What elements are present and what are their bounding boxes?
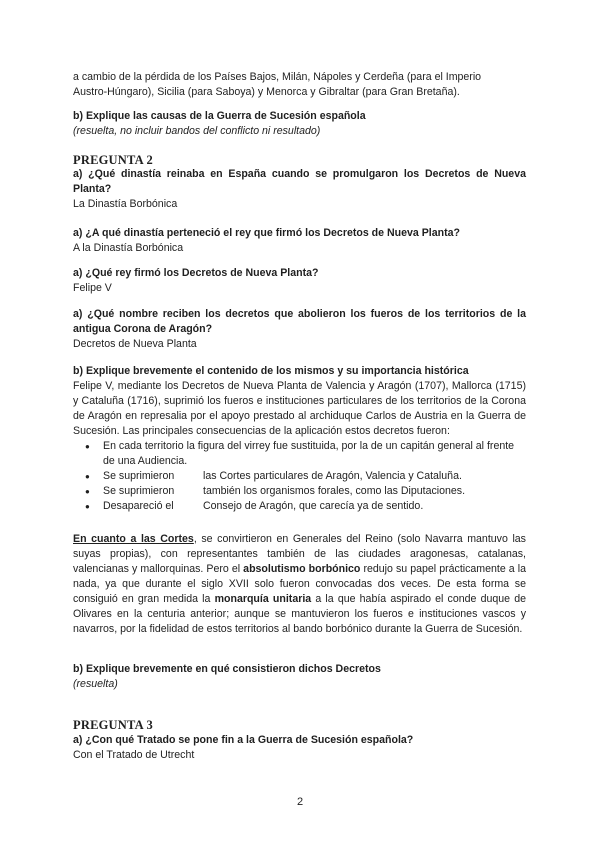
page-number: 2 bbox=[296, 796, 304, 808]
qa-block-1 bbox=[73, 167, 526, 212]
question-consistieron bbox=[73, 662, 526, 692]
question-text: a) ¿A qué dinastía perteneció el rey que firmó los Decretos de Nueva Planta? bbox=[73, 227, 460, 239]
question-text: b) Explique brevemente el contenido de los mismos y su importancia histórica bbox=[73, 365, 469, 377]
question-text: a) ¿Qué rey firmó los Decretos de Nueva Planta? bbox=[73, 267, 319, 279]
question-contenido bbox=[73, 364, 526, 514]
cortes-lead: En cuanto a las Cortes bbox=[73, 533, 194, 545]
list-item-text-b: capitán general al frente de una Audiencia. bbox=[103, 440, 515, 467]
list-item bbox=[83, 499, 526, 514]
qa-block-2 bbox=[73, 226, 526, 256]
intro-paragraph bbox=[73, 70, 526, 100]
list-item bbox=[83, 439, 526, 469]
qa-block-pregunta-3 bbox=[73, 733, 526, 763]
question-text: b) Explique las causas de la Guerra de Sucesión española bbox=[73, 110, 366, 122]
question-note: (resuelta, no incluir bandos del conflicto ni resultado) bbox=[73, 125, 321, 137]
qa-block-3 bbox=[73, 266, 526, 296]
cortes-text-3: a la que había aspirado el conde duque de Olivares en la centuria anterior; aunque se mantuvieron los fueros e instituciones vascos y navarros, por la fidelidad de estos territorios al bando borbónico durante la Guerra de Sucesión. bbox=[73, 593, 526, 635]
section-heading-pregunta-3: PREGUNTA 3 bbox=[73, 718, 153, 732]
list-item-text-a: En cada territorio la figura del virrey fue sustituida, por la de un bbox=[103, 440, 398, 452]
cortes-bold-2: monarquía unitaria bbox=[214, 593, 312, 605]
answer-text: Decretos de Nueva Planta bbox=[73, 338, 197, 350]
question-text: a) ¿Qué dinastía reinaba en España cuando se promulgaron los Decretos de Nueva Planta? bbox=[73, 168, 526, 195]
answer-text: Con el Tratado de Utrecht bbox=[73, 749, 195, 761]
list-item-text-b: también los organismos forales, como las Diputaciones. bbox=[203, 485, 466, 497]
question-causas bbox=[73, 109, 526, 139]
intro-line-1: a cambio de la pérdida de los Países Bajos, Milán, Nápoles y Cerdeña (para el Imperio bbox=[73, 71, 482, 83]
question-note: (resuelta) bbox=[73, 678, 118, 690]
list-item-text-a: Se suprimieron bbox=[103, 470, 175, 482]
list-item-text-b: Consejo de Aragón, que carecía ya de sentido. bbox=[203, 500, 424, 512]
list-item bbox=[83, 484, 526, 499]
consequences-list bbox=[83, 439, 526, 514]
answer-paragraph: Felipe V, mediante los Decretos de Nueva Planta de Valencia y Aragón (1707), Mallorca (1715) y Cataluña (1716), suprimió los fueros e instituciones particulares de los territorios de la Corona de Aragón en represalia por el apoyo prestado al archiduque Carlos de Austria en la Guerra de Sucesión. Las principales consecuencias de la aplicación estos decretos fueron: bbox=[73, 380, 526, 437]
question-text: a) ¿Qué nombre reciben los decretos que abolieron los fueros de los territorios de la antigua Corona de Aragón? bbox=[73, 308, 526, 335]
list-item-text-b: las Cortes particulares de Aragón, Valencia y Cataluña. bbox=[203, 470, 462, 482]
answer-text: La Dinastía Borbónica bbox=[73, 198, 178, 210]
answer-text: Felipe V bbox=[73, 282, 112, 294]
list-item-text-a: Se suprimieron bbox=[103, 485, 175, 497]
list-item bbox=[83, 469, 526, 484]
intro-line-2: Austro-Húngaro), Sicilia (para Saboya) y Menorca y Gibraltar (para Gran Bretaña). bbox=[73, 86, 460, 98]
list-item-text-a: Desapareció el bbox=[103, 500, 174, 512]
section-heading-pregunta-2: PREGUNTA 2 bbox=[73, 153, 153, 167]
qa-block-4 bbox=[73, 307, 526, 352]
answer-text: A la Dinastía Borbónica bbox=[73, 242, 184, 254]
question-text: b) Explique brevemente en qué consistieron dichos Decretos bbox=[73, 663, 381, 675]
cortes-text-2: redujo su papel prácticamente a la nada, ya que durante el siglo XVII solo fueron convocadas dos veces. De esta forma se consiguió en gran medida la bbox=[73, 563, 527, 605]
cortes-paragraph bbox=[73, 532, 526, 637]
cortes-text-1: , se convirtieron en Generales del Reino (solo Navarra mantuvo las suyas propias), con representantes también de las ciudades aragonesas, catalanas, valencianas y mallorquinas. Pero el bbox=[73, 533, 526, 575]
cortes-bold-1: absolutismo borbónico bbox=[243, 563, 361, 575]
question-text: a) ¿Con qué Tratado se pone fin a la Guerra de Sucesión española? bbox=[73, 734, 414, 746]
